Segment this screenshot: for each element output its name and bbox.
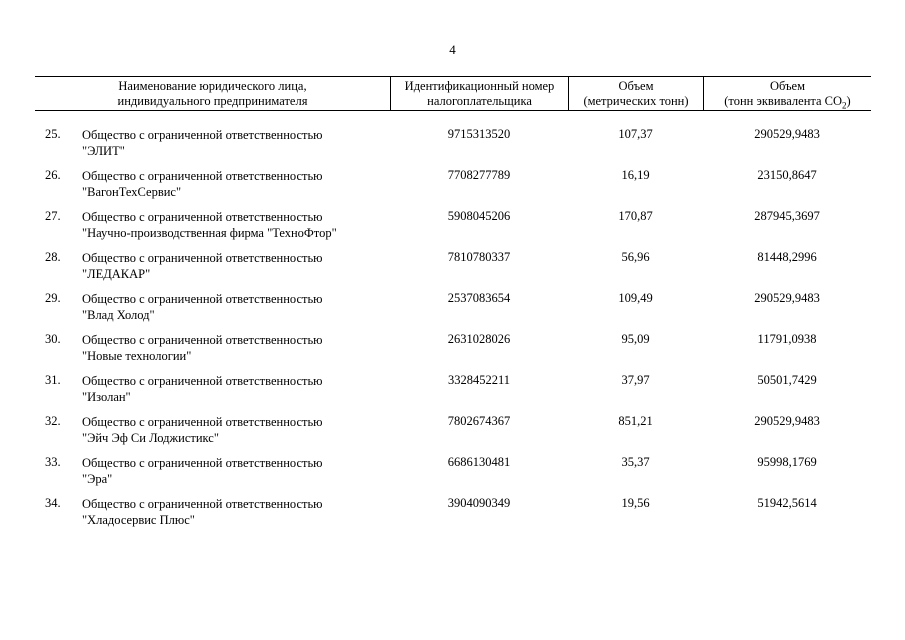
row-entity-name-line2: "Научно-производственная фирма "ТехноФтор" bbox=[82, 226, 337, 240]
row-number: 25. bbox=[45, 127, 61, 141]
header-inn-line2: налогоплательщика bbox=[427, 93, 532, 108]
row-entity-name-line2: "ЭЛИТ" bbox=[82, 144, 125, 158]
row-entity-name-line2: "ВагонТехСервис" bbox=[82, 185, 182, 199]
table-row bbox=[35, 168, 871, 209]
row-number: 32. bbox=[45, 414, 61, 428]
row-volume-tonnes: 95,09 bbox=[621, 332, 650, 346]
row-number: 28. bbox=[45, 250, 61, 264]
row-inn: 7708277789 bbox=[447, 168, 511, 182]
row-inn: 2631028026 bbox=[447, 332, 511, 346]
row-entity-name-line2: "Эйч Эф Си Лоджистикс" bbox=[82, 431, 219, 445]
row-entity-name bbox=[82, 291, 390, 332]
row-volume-co2: 287945,3697 bbox=[754, 209, 820, 223]
row-entity-name-line1: Общество с ограниченной ответственностью bbox=[82, 415, 323, 429]
header-inn-line1: Идентификационный номер bbox=[404, 78, 555, 93]
header-volume-co2 bbox=[703, 77, 871, 110]
table-body bbox=[35, 111, 871, 537]
header-entity-name bbox=[35, 77, 390, 110]
header-co2-line2 bbox=[704, 94, 871, 109]
row-volume-tonnes: 19,56 bbox=[621, 496, 650, 510]
row-volume-tonnes: 851,21 bbox=[618, 414, 653, 428]
row-entity-name bbox=[82, 332, 390, 373]
header-volume-line2: (метрических тонн) bbox=[583, 93, 689, 108]
row-inn: 6686130481 bbox=[447, 455, 511, 469]
row-entity-name-line1: Общество с ограниченной ответственностью bbox=[82, 292, 323, 306]
header-co2-suffix: ) bbox=[846, 93, 851, 108]
header-volume-tonnes bbox=[568, 77, 703, 110]
row-volume-tonnes: 170,87 bbox=[618, 209, 653, 223]
row-volume-co2: 50501,7429 bbox=[757, 373, 817, 387]
row-number: 31. bbox=[45, 373, 61, 387]
header-co2-prefix: (тонн эквивалента CO bbox=[724, 93, 843, 108]
row-volume-co2: 51942,5614 bbox=[757, 496, 817, 510]
table-row bbox=[35, 250, 871, 291]
row-inn: 9715313520 bbox=[447, 127, 511, 141]
page-number: 4 bbox=[449, 42, 456, 57]
table-row bbox=[35, 332, 871, 373]
header-inn bbox=[390, 77, 568, 110]
row-inn: 7802674367 bbox=[447, 414, 511, 428]
row-volume-co2: 81448,2996 bbox=[757, 250, 817, 264]
row-number: 29. bbox=[45, 291, 61, 305]
header-entity-name-line1: Наименование юридического лица, bbox=[118, 78, 307, 93]
row-entity-name-line1: Общество с ограниченной ответственностью bbox=[82, 456, 323, 470]
table-row bbox=[35, 291, 871, 332]
row-entity-name-line2: "Изолан" bbox=[82, 390, 131, 404]
row-entity-name-line2: "ЛЕДАКАР" bbox=[82, 267, 151, 281]
row-entity-name bbox=[82, 414, 390, 455]
row-entity-name bbox=[82, 496, 390, 537]
row-entity-name bbox=[82, 250, 390, 291]
row-volume-co2: 290529,9483 bbox=[754, 127, 820, 141]
table-header bbox=[35, 76, 871, 111]
table-row bbox=[35, 373, 871, 414]
row-volume-tonnes: 37,97 bbox=[621, 373, 650, 387]
row-volume-tonnes: 56,96 bbox=[621, 250, 650, 264]
row-entity-name-line2: "Эра" bbox=[82, 472, 113, 486]
row-entity-name-line2: "Хладосервис Плюс" bbox=[82, 513, 195, 527]
header-entity-name-line2: индивидуального предпринимателя bbox=[117, 93, 308, 108]
row-volume-tonnes: 107,37 bbox=[618, 127, 653, 141]
row-volume-co2: 95998,1769 bbox=[757, 455, 817, 469]
table-row bbox=[35, 209, 871, 250]
table-row bbox=[35, 414, 871, 455]
row-inn: 3328452211 bbox=[447, 373, 511, 387]
row-volume-co2: 290529,9483 bbox=[754, 291, 820, 305]
row-entity-name-line1: Общество с ограниченной ответственностью bbox=[82, 169, 323, 183]
table-row bbox=[35, 455, 871, 496]
row-number: 34. bbox=[45, 496, 61, 510]
row-inn: 5908045206 bbox=[447, 209, 511, 223]
header-co2-subscript: 2 bbox=[842, 100, 847, 110]
row-number: 30. bbox=[45, 332, 61, 346]
row-entity-name-line1: Общество с ограниченной ответственностью bbox=[82, 497, 323, 511]
row-entity-name-line1: Общество с ограниченной ответственностью bbox=[82, 374, 323, 388]
row-entity-name-line1: Общество с ограниченной ответственностью bbox=[82, 128, 323, 142]
row-volume-tonnes: 16,19 bbox=[621, 168, 650, 182]
table-row bbox=[35, 496, 871, 537]
table-row bbox=[35, 127, 871, 168]
row-entity-name bbox=[82, 455, 390, 496]
row-volume-co2: 11791,0938 bbox=[757, 332, 817, 346]
row-entity-name bbox=[82, 168, 390, 209]
row-entity-name bbox=[82, 373, 390, 414]
row-volume-tonnes: 109,49 bbox=[618, 291, 653, 305]
header-co2-line1: Объем bbox=[770, 78, 805, 93]
row-entity-name-line1: Общество с ограниченной ответственностью bbox=[82, 333, 323, 347]
row-inn: 2537083654 bbox=[447, 291, 511, 305]
row-inn: 7810780337 bbox=[447, 250, 511, 264]
row-entity-name bbox=[82, 209, 390, 250]
row-number: 27. bbox=[45, 209, 61, 223]
header-volume-line1: Объем bbox=[618, 78, 654, 93]
row-entity-name-line2: "Влад Холод" bbox=[82, 308, 155, 322]
row-volume-co2: 23150,8647 bbox=[757, 168, 817, 182]
row-volume-tonnes: 35,37 bbox=[621, 455, 650, 469]
row-entity-name-line1: Общество с ограниченной ответственностью bbox=[82, 251, 323, 265]
row-inn: 3904090349 bbox=[447, 496, 511, 510]
row-entity-name-line1: Общество с ограниченной ответственностью bbox=[82, 210, 323, 224]
row-number: 33. bbox=[45, 455, 61, 469]
row-entity-name-line2: "Новые технологии" bbox=[82, 349, 192, 363]
registry-table bbox=[35, 76, 871, 537]
row-number: 26. bbox=[45, 168, 61, 182]
row-volume-co2: 290529,9483 bbox=[754, 414, 820, 428]
row-entity-name bbox=[82, 127, 390, 168]
